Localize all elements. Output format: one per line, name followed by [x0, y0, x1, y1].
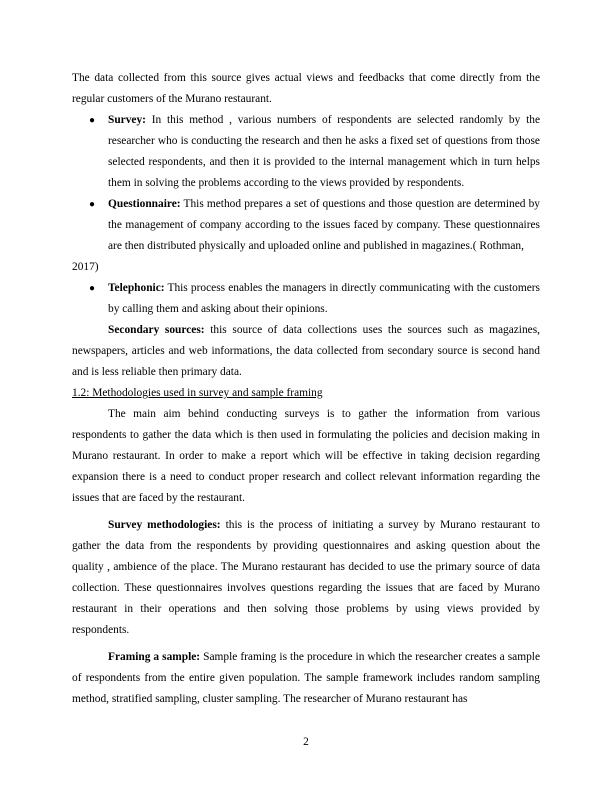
list-item-questionnaire — [72, 194, 540, 257]
questionnaire-text: This method prepares a set of questions and those question are determined by the management of company according to the issues faced by company. These questionnaires are then distributed physically and uploaded online and published in magazines.( Rothman, — [108, 198, 540, 252]
questionnaire-label: Questionnaire: — [108, 198, 181, 210]
secondary-sources-paragraph — [72, 320, 540, 383]
section-heading: 1.2: Methodologies used in survey and sample framing — [72, 387, 323, 399]
secondary-label: Secondary sources: — [108, 324, 205, 336]
framing-sample-paragraph — [72, 647, 540, 710]
framing-sample-text: Sample framing is the procedure in which the researcher creates a sample of respondents from the entire given population. The sample framework includes random sampling method, stratified sampling, cluster sampling. The researcher of Murano restaurant has — [72, 651, 541, 705]
telephonic-list — [72, 278, 540, 320]
bullet-icon: ● — [89, 199, 96, 210]
page-number: 2 — [303, 736, 309, 748]
telephonic-label: Telephonic: — [108, 282, 165, 294]
survey-label: Survey: — [108, 114, 146, 126]
document-page — [72, 68, 540, 710]
list-item-survey — [72, 110, 540, 194]
bullet-icon: ● — [89, 283, 96, 294]
framing-sample-label: Framing a sample: — [108, 651, 201, 663]
intro-paragraph: The data collected from this source gives actual views and feedbacks that come directly from the regular customers of the Murano restaurant. — [72, 72, 540, 105]
survey-methodologies-label: Survey methodologies: — [108, 519, 221, 531]
bullet-icon: ● — [89, 115, 96, 126]
list-item-telephonic — [72, 278, 540, 320]
citation-year: 2017) — [72, 261, 99, 273]
main-aim-paragraph: The main aim behind conducting surveys is to gather the information from various respondents to gather the data which is then used in formulating the policies and decision making in Murano restaurant. In order to make a report which will be effective in taking decision regarding expansion there is a need to conduct proper research and collect relevant information regarding the issues that are faced by the restaurant. — [72, 408, 540, 504]
telephonic-text: This process enables the managers in directly communicating with the customers by calling them and asking about their opinions. — [108, 282, 540, 315]
survey-methodologies-paragraph — [72, 515, 540, 641]
survey-text: In this method , various numbers of respondents are selected randomly by the researcher who is conducting the research and then he asks a fixed set of questions from those selected respondents, and then it is provided to the internal management which in turn helps them in solving the problems according to the views provided by respondents. — [108, 114, 540, 189]
survey-methodologies-text: this is the process of initiating a survey by Murano restaurant to gather the data from the respondents by providing questionnaires and asking question about the quality , ambience of the place. The Murano restaurant has decided to use the primary source of data collection. These questionnaires involves questions regarding the issues that are faced by Murano restaurant in their operations and then solving those problems by using views provided by respondents. — [72, 519, 540, 636]
secondary-text: this source of data collections uses the sources such as magazines, newspapers, articles and web informations, the data collected from secondary source is second hand and is less reliable then primary data. — [72, 324, 540, 378]
primary-methods-list — [72, 110, 540, 257]
